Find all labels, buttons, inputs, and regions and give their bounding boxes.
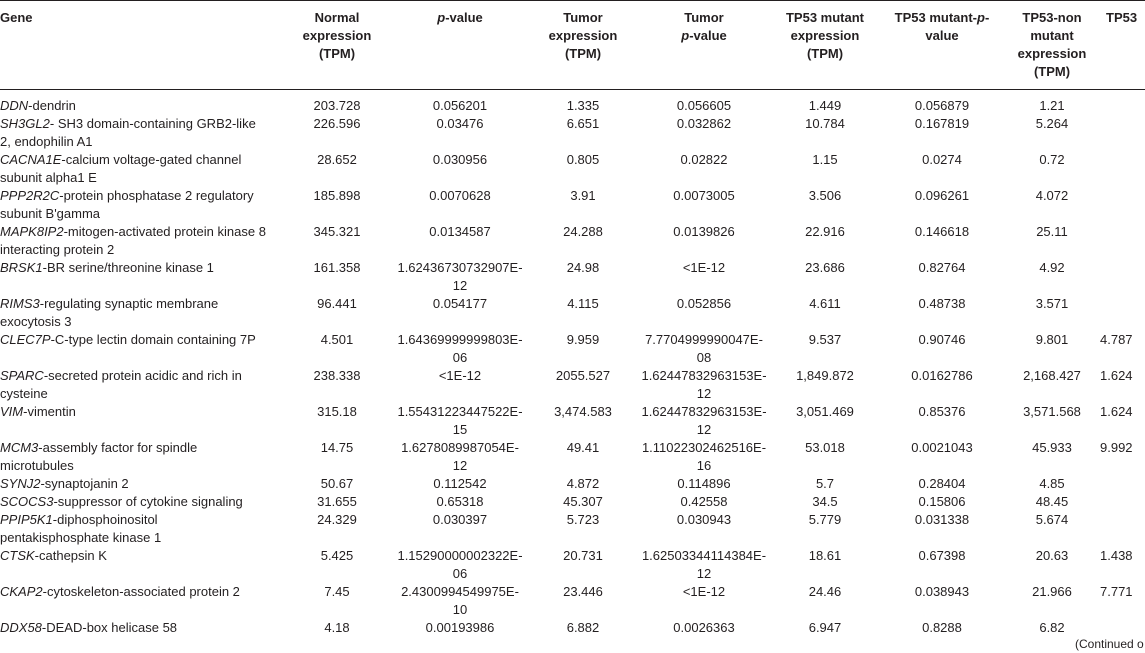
table-row [0, 151, 1145, 187]
tp53-non-mutant-expression-cell: 1.21 [1039, 98, 1065, 113]
p-value-cell: 1.6278089987054E-12 [401, 440, 519, 473]
gene-symbol: DDN [0, 98, 29, 113]
tp53-mutant-expression-cell: 3,051.469 [796, 404, 854, 419]
gene-description: -cathepsin K [34, 548, 107, 563]
tumor-expression-cell: 2055.527 [555, 368, 611, 383]
tp53-non-mutant-expression-cell: 5.264 [1035, 116, 1069, 131]
tumor-p-value-cell: 0.030943 [676, 512, 732, 527]
header-tp53-mutant-p-prefix: TP53 mutant- [894, 10, 978, 25]
table-row [0, 403, 1145, 439]
tumor-expression-cell: 45.307 [563, 494, 603, 509]
tumor-expression-cell: 9.959 [566, 332, 600, 347]
tp53-mutant-expression-cell: 5.779 [808, 512, 842, 527]
normal-expression-cell: 14.75 [320, 440, 354, 455]
table-body [0, 90, 1145, 638]
p-value-cell: 0.03476 [436, 116, 484, 131]
tp53-clipped-cell [1100, 295, 1145, 331]
tumor-expression-cell: 1.335 [566, 98, 600, 113]
tp53-mutant-p-value-cell: 0.167819 [914, 116, 970, 131]
tumor-expression-cell: 6.882 [566, 620, 600, 635]
table-row [0, 259, 1145, 295]
table-row [0, 90, 1145, 116]
tp53-mutant-expression-cell: 1,849.872 [796, 368, 854, 383]
tp53-mutant-expression-cell: 3.506 [808, 188, 842, 203]
gene-symbol: BRSK1 [0, 260, 43, 275]
tumor-p-value-cell: <1E-12 [682, 260, 726, 275]
gene-cell [0, 439, 282, 475]
gene-description: -secreted protein acidic and rich in cysteine [0, 368, 242, 401]
header-tp53-mutant-p-italic: p [977, 10, 985, 25]
header-tumor-p-rest: -value [689, 28, 727, 43]
tp53-mutant-expression-cell: 24.46 [808, 584, 842, 599]
table-row [0, 295, 1145, 331]
gene-description: -assembly factor for spindle microtubules [0, 440, 198, 473]
tp53-clipped-cell [1100, 223, 1145, 259]
normal-expression-cell: 28.652 [317, 152, 357, 167]
tumor-expression-cell: 24.288 [563, 224, 603, 239]
gene-symbol: SPARC [0, 368, 44, 383]
gene-symbol: SYNJ2 [0, 476, 41, 491]
tumor-p-value-cell: 0.0026363 [673, 620, 735, 635]
table-row [0, 187, 1145, 223]
tp53-mutant-expression-cell: 4.611 [809, 296, 841, 311]
normal-expression-cell: 24.329 [317, 512, 357, 527]
p-value-cell: 1.62436730732907E-12 [397, 260, 523, 293]
gene-symbol: RIMS3 [0, 296, 40, 311]
normal-expression-cell: 185.898 [313, 188, 361, 203]
normal-expression-cell: 203.728 [313, 98, 361, 113]
gene-cell [0, 493, 282, 511]
p-value-cell: 0.00193986 [425, 620, 495, 635]
normal-expression-cell: 315.18 [317, 404, 357, 419]
tp53-clipped-cell [1100, 187, 1145, 223]
p-value-cell: 0.030397 [432, 512, 488, 527]
tp53-mutant-expression-cell: 1.449 [808, 98, 842, 113]
tp53-mutant-p-value-cell: 0.90746 [918, 332, 966, 347]
gene-description: - SH3 domain-containing GRB2-like 2, endophilin A1 [0, 116, 256, 149]
header-tumor-expression: Tumor expression (TPM) [528, 1, 638, 90]
gene-description: -cytoskeleton-associated protein 2 [42, 584, 240, 599]
tp53-mutant-expression-cell: 9.537 [808, 332, 842, 347]
tumor-expression-cell: 4.872 [566, 476, 600, 491]
tp53-non-mutant-expression-cell: 20.63 [1035, 548, 1069, 563]
tp53-mutant-expression-cell: 10.784 [805, 116, 845, 131]
gene-cell [0, 187, 282, 223]
gene-cell [0, 90, 282, 116]
tp53-mutant-p-value-cell: 0.8288 [922, 620, 962, 635]
p-value-cell: 0.65318 [436, 494, 484, 509]
gene-description: -mitogen-activated protein kinase 8 interacting protein 2 [0, 224, 266, 257]
tp53-mutant-expression-cell: 53.018 [805, 440, 845, 455]
gene-description: -dendrin [28, 98, 76, 113]
header-tp53-mutant-p-value [880, 1, 1004, 90]
tp53-non-mutant-expression-cell: 4.92 [1039, 260, 1065, 275]
header-p-italic: p [437, 10, 446, 25]
gene-description: -DEAD-box helicase 58 [41, 620, 178, 635]
tp53-mutant-p-value-cell: 0.28404 [918, 476, 966, 491]
tp53-clipped-cell [1100, 493, 1145, 511]
gene-symbol: CTSK [0, 548, 35, 563]
tp53-clipped-cell [1100, 90, 1145, 116]
tp53-mutant-p-value-cell: 0.031338 [914, 512, 970, 527]
normal-expression-cell: 238.338 [313, 368, 361, 383]
gene-symbol: MCM3 [0, 440, 39, 455]
normal-expression-cell: 5.425 [320, 548, 354, 563]
normal-expression-cell: 7.45 [324, 584, 350, 599]
tp53-mutant-p-value-cell: 0.67398 [918, 548, 966, 563]
tumor-expression-cell: 6.651 [566, 116, 600, 131]
header-tumor-p-italic: p [681, 28, 690, 43]
tp53-clipped-cell [1100, 151, 1145, 187]
gene-description: -vimentin [23, 404, 76, 419]
tp53-clipped-cell: 1.624 [1100, 368, 1133, 383]
tumor-p-value-cell: 0.052856 [676, 296, 732, 311]
tp53-clipped-cell [1100, 475, 1145, 493]
header-normal-expression: Normal expression (TPM) [282, 1, 392, 90]
gene-description: -protein phosphatase 2 regulatory subunit B'gamma [0, 188, 254, 221]
p-value-cell: 0.054177 [432, 296, 488, 311]
tumor-expression-cell: 4.115 [567, 296, 599, 311]
gene-description: -diphosphoinositol pentakisphosphate kinase 1 [0, 512, 162, 545]
tumor-expression-cell: 5.723 [566, 512, 600, 527]
gene-description: -regulating synaptic membrane exocytosis 3 [0, 296, 219, 329]
tumor-p-value-cell: 7.7704999990047E-08 [645, 332, 763, 365]
tp53-mutant-expression-cell: 6.947 [808, 620, 842, 635]
gene-symbol: SH3GL2 [0, 116, 50, 131]
gene-symbol: MAPK8IP2 [0, 224, 64, 239]
tumor-p-value-cell: 0.056605 [676, 98, 732, 113]
tp53-mutant-p-value-cell: 0.056879 [914, 98, 970, 113]
tp53-non-mutant-expression-cell: 45.933 [1032, 440, 1072, 455]
header-tp53-mutant-p-rest: -value [925, 10, 990, 43]
gene-cell [0, 619, 282, 637]
tp53-mutant-p-value-cell: 0.038943 [914, 584, 970, 599]
header-row [0, 1, 1145, 90]
tp53-clipped-cell: 4.787 [1100, 332, 1133, 347]
table-row [0, 367, 1145, 403]
tp53-mutant-expression-cell: 22.916 [805, 224, 845, 239]
tumor-expression-cell: 20.731 [563, 548, 603, 563]
header-tumor-p-value [638, 1, 770, 90]
tp53-mutant-p-value-cell: 0.0274 [922, 152, 962, 167]
gene-symbol: CKAP2 [0, 584, 43, 599]
gene-description: -BR serine/threonine kinase 1 [42, 260, 214, 275]
tumor-expression-cell: 24.98 [566, 260, 600, 275]
p-value-cell: 1.15290000002322E-06 [397, 548, 523, 581]
tumor-expression-cell: 0.805 [566, 152, 600, 167]
table-row [0, 493, 1145, 511]
table-header [0, 1, 1145, 90]
gene-cell [0, 295, 282, 331]
tp53-clipped-cell [1100, 511, 1145, 547]
header-p-rest: -value [445, 10, 483, 25]
continued-note: (Continued o [1075, 637, 1144, 651]
tp53-clipped-cell: 1.624 [1100, 404, 1133, 419]
normal-expression-cell: 50.67 [320, 476, 354, 491]
tp53-mutant-expression-cell: 1.15 [812, 152, 838, 167]
tp53-mutant-p-value-cell: 0.0021043 [911, 440, 973, 455]
p-value-cell: 0.112542 [433, 476, 487, 491]
gene-cell [0, 583, 282, 619]
tp53-mutant-p-value-cell: 0.146618 [914, 224, 970, 239]
tumor-expression-cell: 3.91 [570, 188, 596, 203]
gene-description: -synaptojanin 2 [40, 476, 129, 491]
table-row [0, 439, 1145, 475]
gene-cell [0, 475, 282, 493]
gene-symbol: SCOCS3 [0, 494, 54, 509]
tp53-non-mutant-expression-cell: 25.11 [1036, 224, 1068, 239]
tp53-mutant-p-value-cell: 0.85376 [918, 404, 966, 419]
gene-cell [0, 367, 282, 403]
tp53-mutant-p-value-cell: 0.096261 [914, 188, 970, 203]
tp53-mutant-p-value-cell: 0.0162786 [911, 368, 973, 383]
p-value-cell: 1.64369999999803E-06 [397, 332, 523, 365]
tp53-mutant-expression-cell: 23.686 [805, 260, 845, 275]
p-value-cell: 0.056201 [432, 98, 488, 113]
tp53-non-mutant-expression-cell: 4.85 [1039, 476, 1065, 491]
gene-cell [0, 223, 282, 259]
gene-cell [0, 259, 282, 295]
tumor-p-value-cell: 0.032862 [676, 116, 732, 131]
tp53-non-mutant-expression-cell: 9.801 [1035, 332, 1069, 347]
gene-symbol: DDX58 [0, 620, 42, 635]
tp53-non-mutant-expression-cell: 21.966 [1032, 584, 1072, 599]
tp53-clipped-cell [1100, 619, 1145, 637]
gene-cell [0, 547, 282, 583]
table-row [0, 223, 1145, 259]
tumor-p-value-cell: 1.62447832963153E-12 [641, 404, 767, 437]
table-row [0, 547, 1145, 583]
tp53-clipped-cell [1100, 115, 1145, 151]
tumor-p-value-cell: <1E-12 [682, 584, 726, 599]
gene-description: -C-type lectin domain containing 7P [50, 332, 256, 347]
p-value-cell: 2.4300994549975E-10 [401, 584, 519, 617]
tp53-mutant-expression-cell: 5.7 [815, 476, 835, 491]
tp53-mutant-expression-cell: 18.61 [808, 548, 842, 563]
tumor-p-value-cell: 1.62447832963153E-12 [641, 368, 767, 401]
tp53-clipped-cell: 1.438 [1100, 548, 1133, 563]
normal-expression-cell: 161.358 [313, 260, 361, 275]
normal-expression-cell: 31.655 [317, 494, 357, 509]
tp53-mutant-p-value-cell: 0.15806 [918, 494, 966, 509]
tp53-clipped-cell: 7.771 [1100, 584, 1133, 599]
tumor-p-value-cell: 0.114896 [677, 476, 731, 491]
gene-symbol: PPP2R2C [0, 188, 60, 203]
table-row [0, 511, 1145, 547]
tp53-non-mutant-expression-cell: 5.674 [1035, 512, 1069, 527]
table-row [0, 115, 1145, 151]
tp53-non-mutant-expression-cell: 4.072 [1035, 188, 1069, 203]
tp53-mutant-expression-cell: 34.5 [812, 494, 838, 509]
gene-description: -suppressor of cytokine signaling [53, 494, 243, 509]
p-value-cell: 0.030956 [432, 152, 488, 167]
p-value-cell: 0.0134587 [429, 224, 491, 239]
tumor-expression-cell: 3,474.583 [554, 404, 612, 419]
gene-cell [0, 511, 282, 547]
table-row [0, 583, 1145, 619]
p-value-cell: 0.0070628 [429, 188, 491, 203]
normal-expression-cell: 4.18 [324, 620, 350, 635]
gene-cell [0, 151, 282, 187]
gene-symbol: CACNA1E [0, 152, 62, 167]
header-p-value [392, 1, 528, 90]
gene-description: -calcium voltage-gated channel subunit alpha1 E [0, 152, 242, 185]
table-row [0, 331, 1145, 367]
gene-symbol: PPIP5K1 [0, 512, 53, 527]
tp53-non-mutant-expression-cell: 0.72 [1039, 152, 1065, 167]
tumor-p-value-cell: 0.0073005 [673, 188, 735, 203]
tp53-clipped-cell [1100, 259, 1145, 295]
tp53-non-mutant-expression-cell: 3,571.568 [1023, 404, 1081, 419]
table-row [0, 475, 1145, 493]
header-gene: Gene [0, 1, 282, 90]
tumor-p-value-cell: 1.11022302462516E-16 [641, 440, 767, 473]
gene-cell [0, 115, 282, 151]
tp53-mutant-p-value-cell: 0.82764 [918, 260, 966, 275]
tumor-p-value-cell: 1.62503344114384E-12 [641, 548, 767, 581]
p-value-cell: <1E-12 [438, 368, 482, 383]
tumor-p-value-cell: 0.42558 [680, 494, 728, 509]
header-tp53-clipped: TP53 [1100, 1, 1145, 90]
tumor-p-value-cell: 0.0139826 [673, 224, 735, 239]
gene-cell [0, 331, 282, 367]
tumor-expression-cell: 23.446 [563, 584, 603, 599]
header-tp53-non-mutant-expression: TP53-non mutant expression (TPM) [1004, 1, 1100, 90]
normal-expression-cell: 96.441 [317, 296, 357, 311]
tp53-clipped-cell: 9.992 [1100, 440, 1133, 455]
normal-expression-cell: 4.501 [320, 332, 354, 347]
tumor-p-value-cell: 0.02822 [680, 152, 728, 167]
table-row [0, 619, 1145, 637]
tp53-non-mutant-expression-cell: 48.45 [1035, 494, 1069, 509]
tp53-non-mutant-expression-cell: 3.571 [1035, 296, 1069, 311]
header-tp53-mutant-expression: TP53 mutant expression (TPM) [770, 1, 880, 90]
normal-expression-cell: 345.321 [313, 224, 361, 239]
tp53-mutant-p-value-cell: 0.48738 [918, 296, 966, 311]
gene-cell [0, 403, 282, 439]
normal-expression-cell: 226.596 [313, 116, 361, 131]
p-value-cell: 1.55431223447522E-15 [397, 404, 523, 437]
tumor-expression-cell: 49.41 [566, 440, 600, 455]
gene-symbol: VIM [0, 404, 24, 419]
header-tumor-p-prefix: Tumor [684, 10, 724, 25]
tp53-non-mutant-expression-cell: 2,168.427 [1023, 368, 1081, 383]
gene-symbol: CLEC7P [0, 332, 51, 347]
tp53-non-mutant-expression-cell: 6.82 [1039, 620, 1065, 635]
